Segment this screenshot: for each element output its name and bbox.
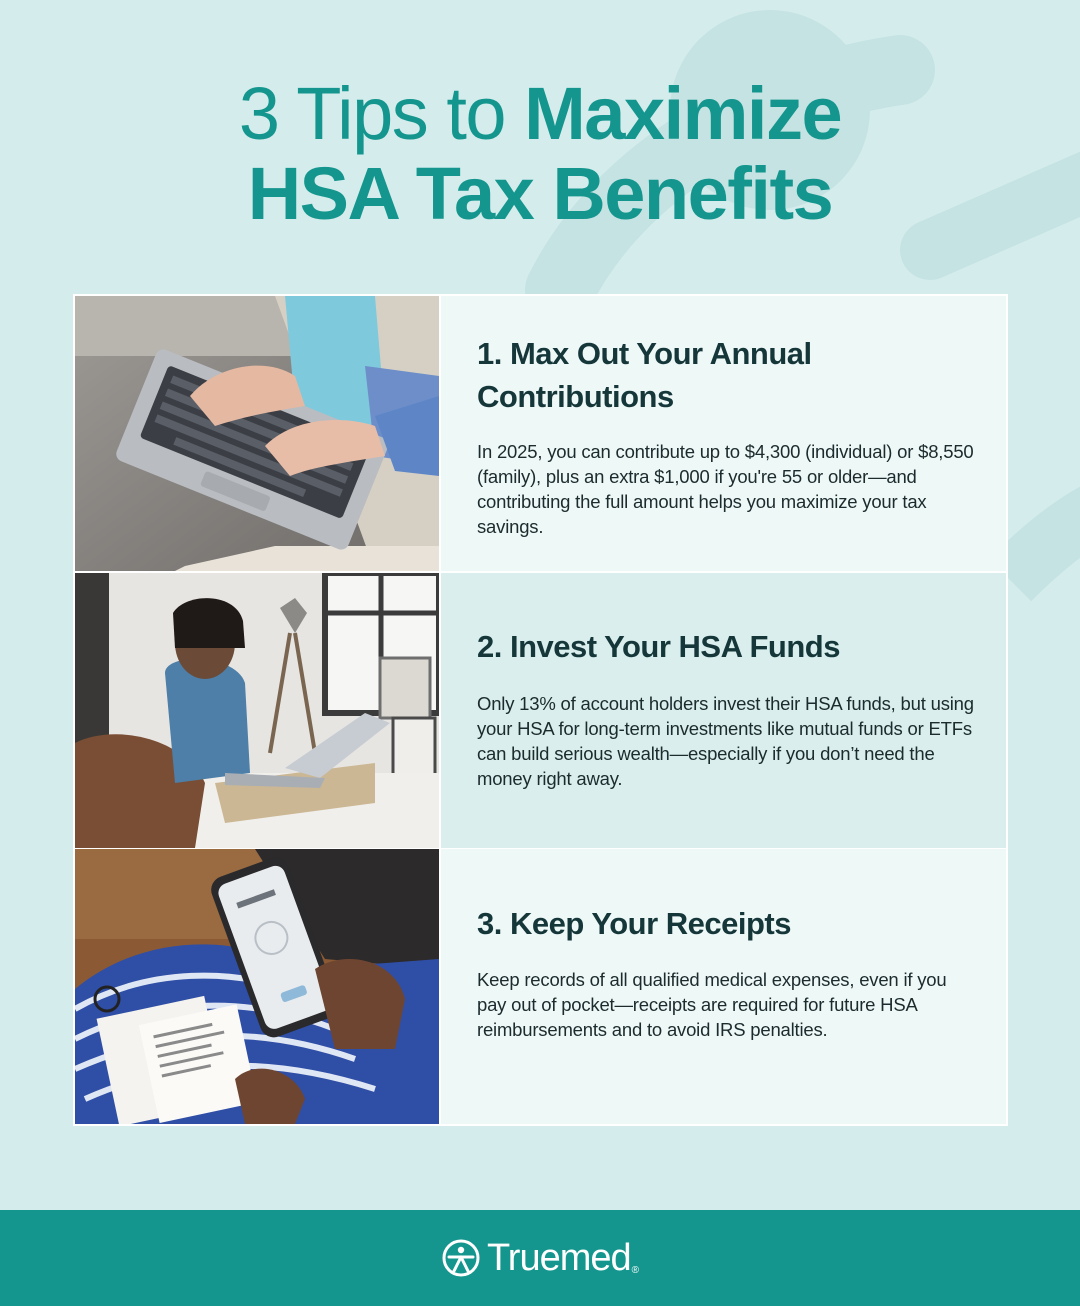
tip-title: 2. Invest Your HSA Funds [477,629,840,664]
tip-title: 1. Max Out Your Annual Contributions [477,336,812,414]
tip-row [75,296,1006,571]
tip-content [441,573,1006,848]
phone-and-receipts-photo [75,849,439,1124]
tips-card [73,294,1008,1126]
man-with-laptop-photo [75,573,439,848]
tip-text: In 2025, you can contribute up to $4,300 (individual) or $8,550 (family), plus an extra $1,000 if you're 55 or older—and contributing the full amount helps you maximize your tax savings. [477,441,974,537]
tip-text: Keep records of all qualified medical expenses, even if you pay out of pocket—receipts are required for future HSA reimbursements and to avoid IRS penalties. [477,969,947,1040]
footer [0,1210,1080,1306]
title-part-light: 3 Tips to [238,72,506,155]
title-part-bold-line2: HSA Tax Benefits [247,152,833,235]
tip-content [441,296,1006,571]
registered-mark: ® [631,1265,640,1276]
title-part-bold: Maximize [524,72,842,155]
truemed-logo-icon [441,1238,481,1278]
tip-text: Only 13% of account holders invest their HSA funds, but using your HSA for long-term investments like mutual funds or ETFs can build serious wealth—especially if you don’t need the money right away. [477,693,974,789]
tip-title: 3. Keep Your Receipts [477,906,791,941]
brand-logo [0,1210,1080,1306]
tip-row [75,849,1006,1124]
brand-name: Truemed [486,1236,631,1279]
laptop-typing-photo [75,296,439,571]
page-title [0,74,1080,234]
tip-row [75,573,1006,848]
tip-content [441,849,1006,1124]
